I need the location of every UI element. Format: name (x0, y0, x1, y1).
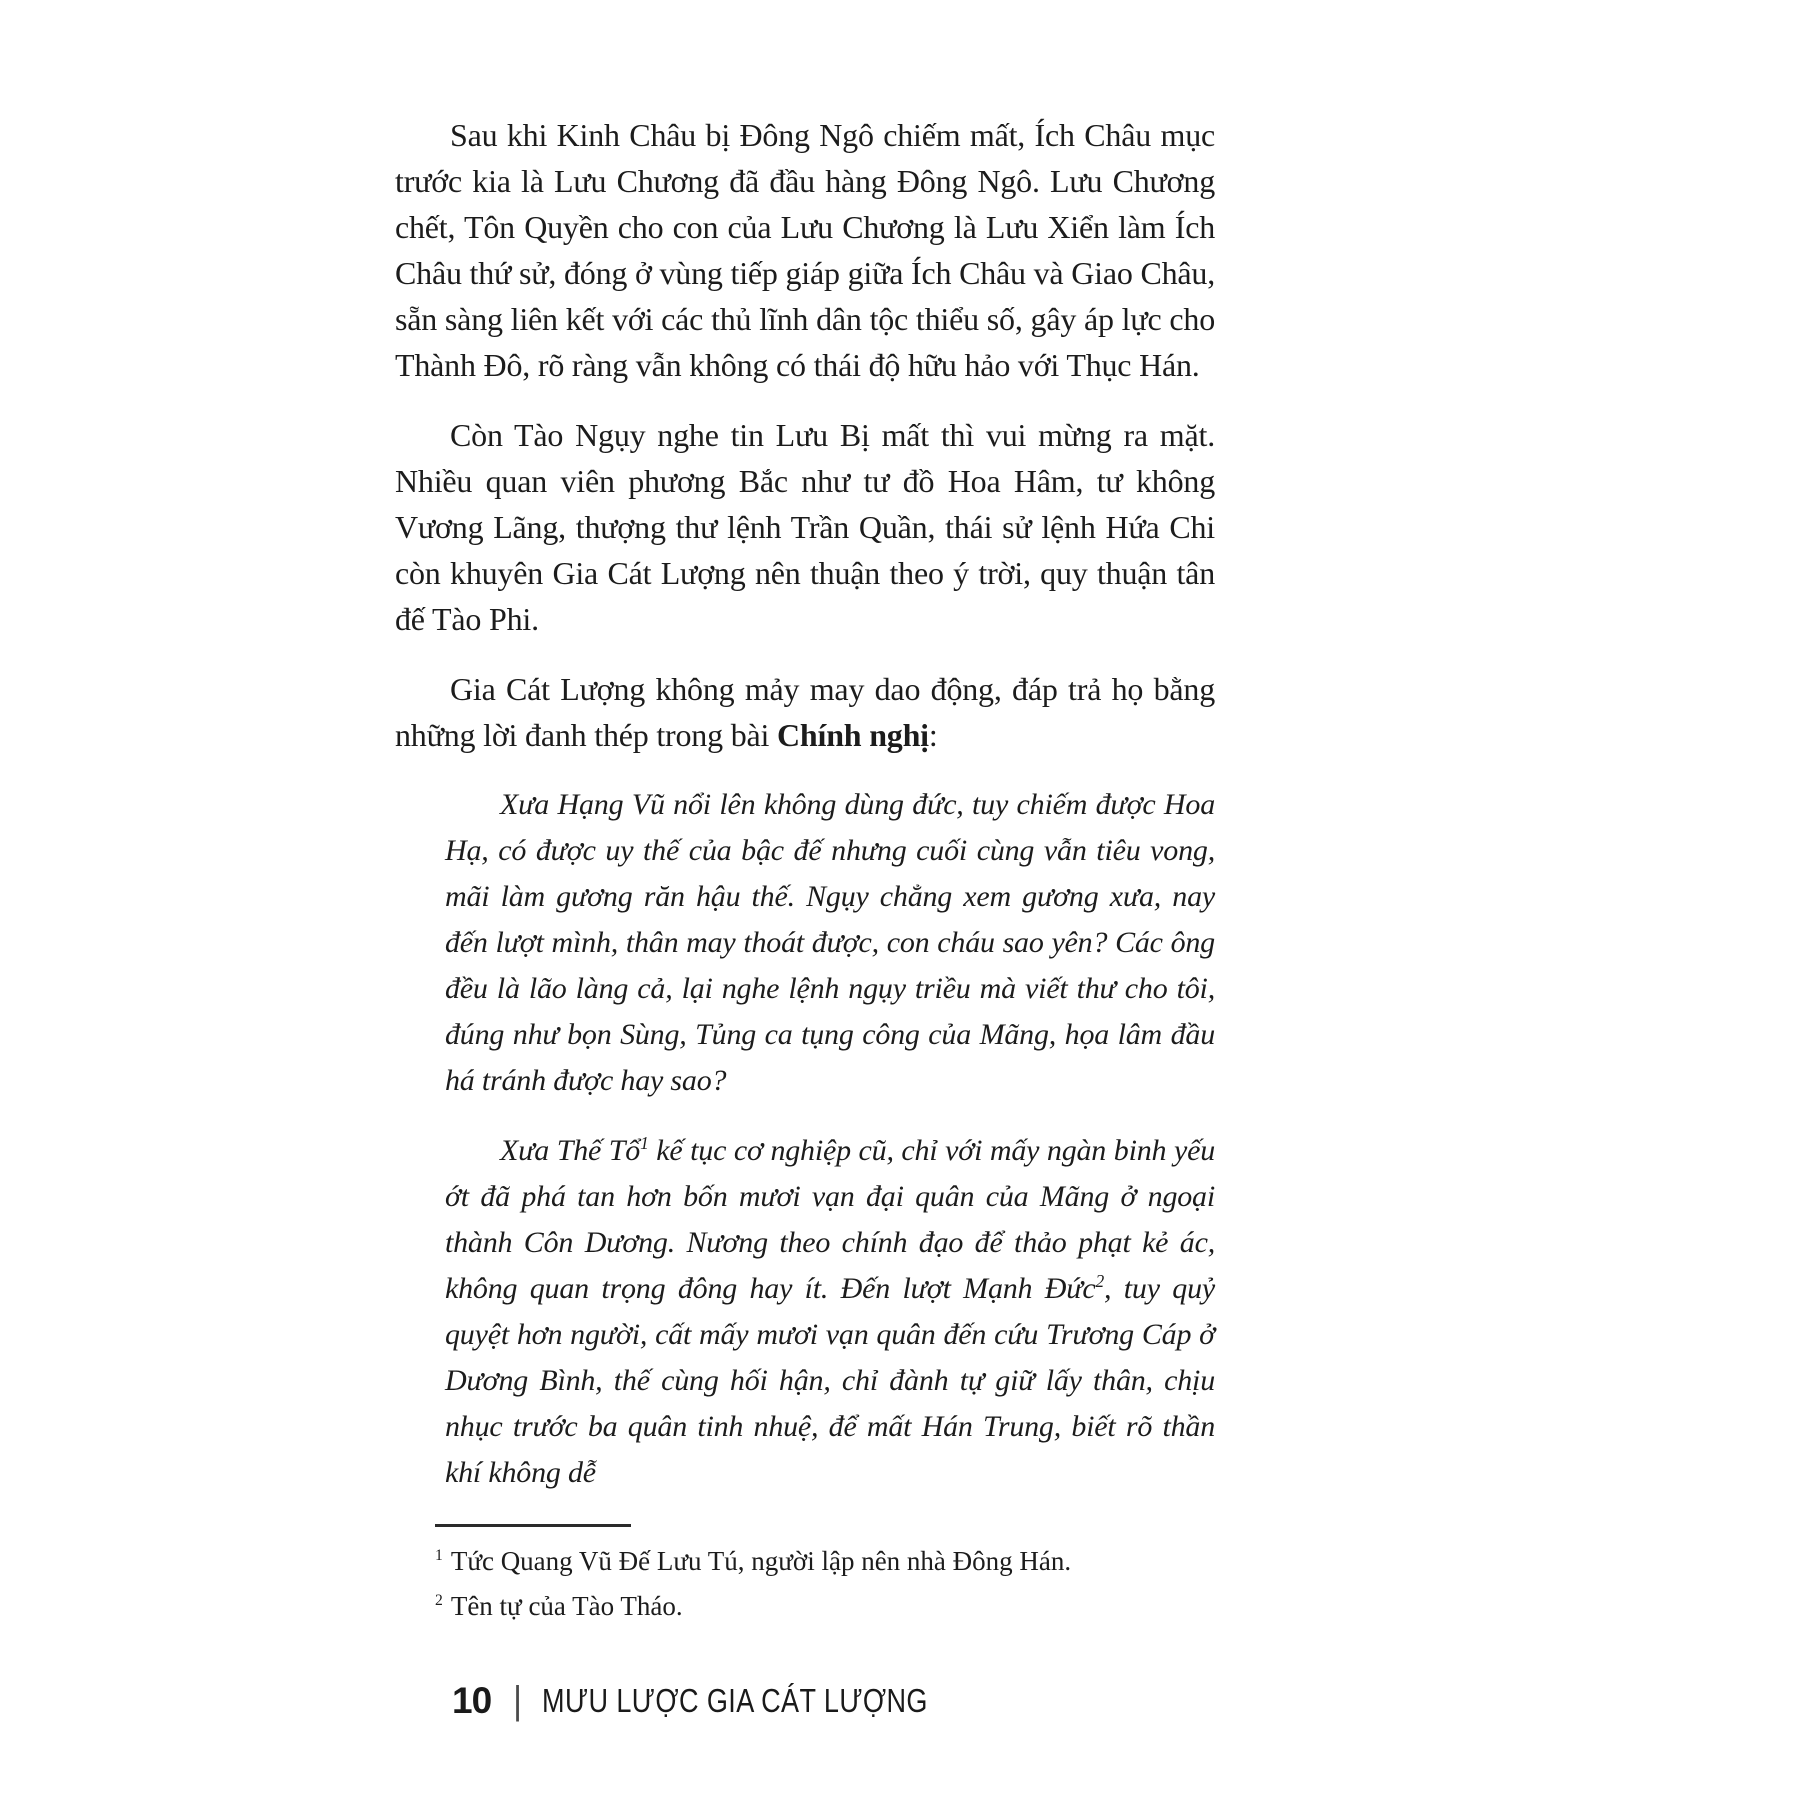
footnote-1-text: Tức Quang Vũ Đế Lưu Tú, người lập nên nhà Đông Hán. (450, 1546, 1072, 1576)
footnote-1 (435, 1539, 1225, 1584)
paragraph-1: Sau khi Kinh Châu bị Đông Ngô chiếm mất, Ích Châu mục trước kia là Lưu Chương đã đầu hàng Đông Ngô. Lưu Chương chết, Tôn Quyền cho con của Lưu Chương là Lưu Xiển làm Ích Châu thứ sử, đóng ở vùng tiếp giáp giữa Ích Châu và Giao Châu, sẵn sàng liên kết với các thủ lĩnh dân tộc thiểu số, gây áp lực cho Thành Đô, rõ ràng vẫn không có thái độ hữu hảo với Thục Hán. (395, 117, 1215, 383)
quote-2-seg-1: Xưa Thế Tổ (500, 1134, 641, 1167)
footnote-2-text: Tên tự của Tào Tháo. (450, 1591, 683, 1621)
footer-separator: | (513, 1678, 522, 1723)
footnote-1-marker: 1 (435, 1547, 443, 1564)
paragraph-3-lead: Gia Cát Lượng không mảy may dao động, đáp trả họ bằng những lời đanh thép trong bài (395, 671, 1215, 753)
footnote-2 (435, 1584, 1225, 1629)
book-title: MƯU LƯỢC GIA CÁT LƯỢNG (542, 1682, 928, 1719)
footnote-ref-2: 2 (1095, 1271, 1105, 1291)
footnote-2-marker: 2 (435, 1592, 443, 1609)
page-content (395, 112, 1215, 1520)
essay-title-chinh-nghi: Chính nghị (777, 717, 929, 753)
quote-2-seg-2: kế tục cơ nghiệp cũ, chỉ với mấy ngàn binh yếu ớt đã phá tan hơn bốn mươi vạn đại quân của Mãng ở ngoại thành Côn Dương. Nương theo chính đạo để thảo phạt kẻ ác, không quan trọng đông hay ít. Đến lượt Mạnh Đức (445, 1134, 1215, 1305)
footnote-divider (435, 1524, 631, 1527)
quote-paragraph-1: Xưa Hạng Vũ nổi lên không dùng đức, tuy chiếm được Hoa Hạ, có được uy thế của bậc đế nhưng cuối cùng vẫn tiêu vong, mãi làm gương răn hậu thế. Ngụy chẳng xem gương xưa, nay đến lượt mình, thân may thoát được, con cháu sao yên? Các ông đều là lão làng cả, lại nghe lệnh ngụy triều mà viết thư cho tôi, đúng như bọn Sùng, Tủng ca tụng công của Mãng, họa lâm đầu há tránh được hay sao? (445, 788, 1215, 1097)
page-number: 10 (452, 1680, 492, 1721)
page-footer (452, 1680, 1013, 1722)
quote-block (445, 782, 1215, 1496)
paragraph-2: Còn Tào Ngụy nghe tin Lưu Bị mất thì vui mừng ra mặt. Nhiều quan viên phương Bắc như tư đồ Hoa Hâm, tư không Vương Lãng, thượng thư lệnh Trần Quần, thái sử lệnh Hứa Chi còn khuyên Gia Cát Lượng nên thuận theo ý trời, quy thuận tân đế Tào Phi. (395, 417, 1215, 637)
quote-2-seg-3: , tuy quỷ quyệt hơn người, cất mấy mươi vạn quân đến cứu Trương Cáp ở Dương Bình, thế cùng hối hận, chỉ đành tự giữ lấy thân, chịu nhục trước ba quân tinh nhuệ, để mất Hán Trung, biết rõ thần khí không dễ (445, 1272, 1215, 1489)
footnotes-section (435, 1524, 1225, 1629)
paragraph-3 (395, 666, 1215, 758)
paragraph-3-tail: : (928, 717, 938, 753)
footnote-ref-1: 1 (640, 1133, 649, 1153)
quote-paragraph-2 (445, 1128, 1215, 1496)
